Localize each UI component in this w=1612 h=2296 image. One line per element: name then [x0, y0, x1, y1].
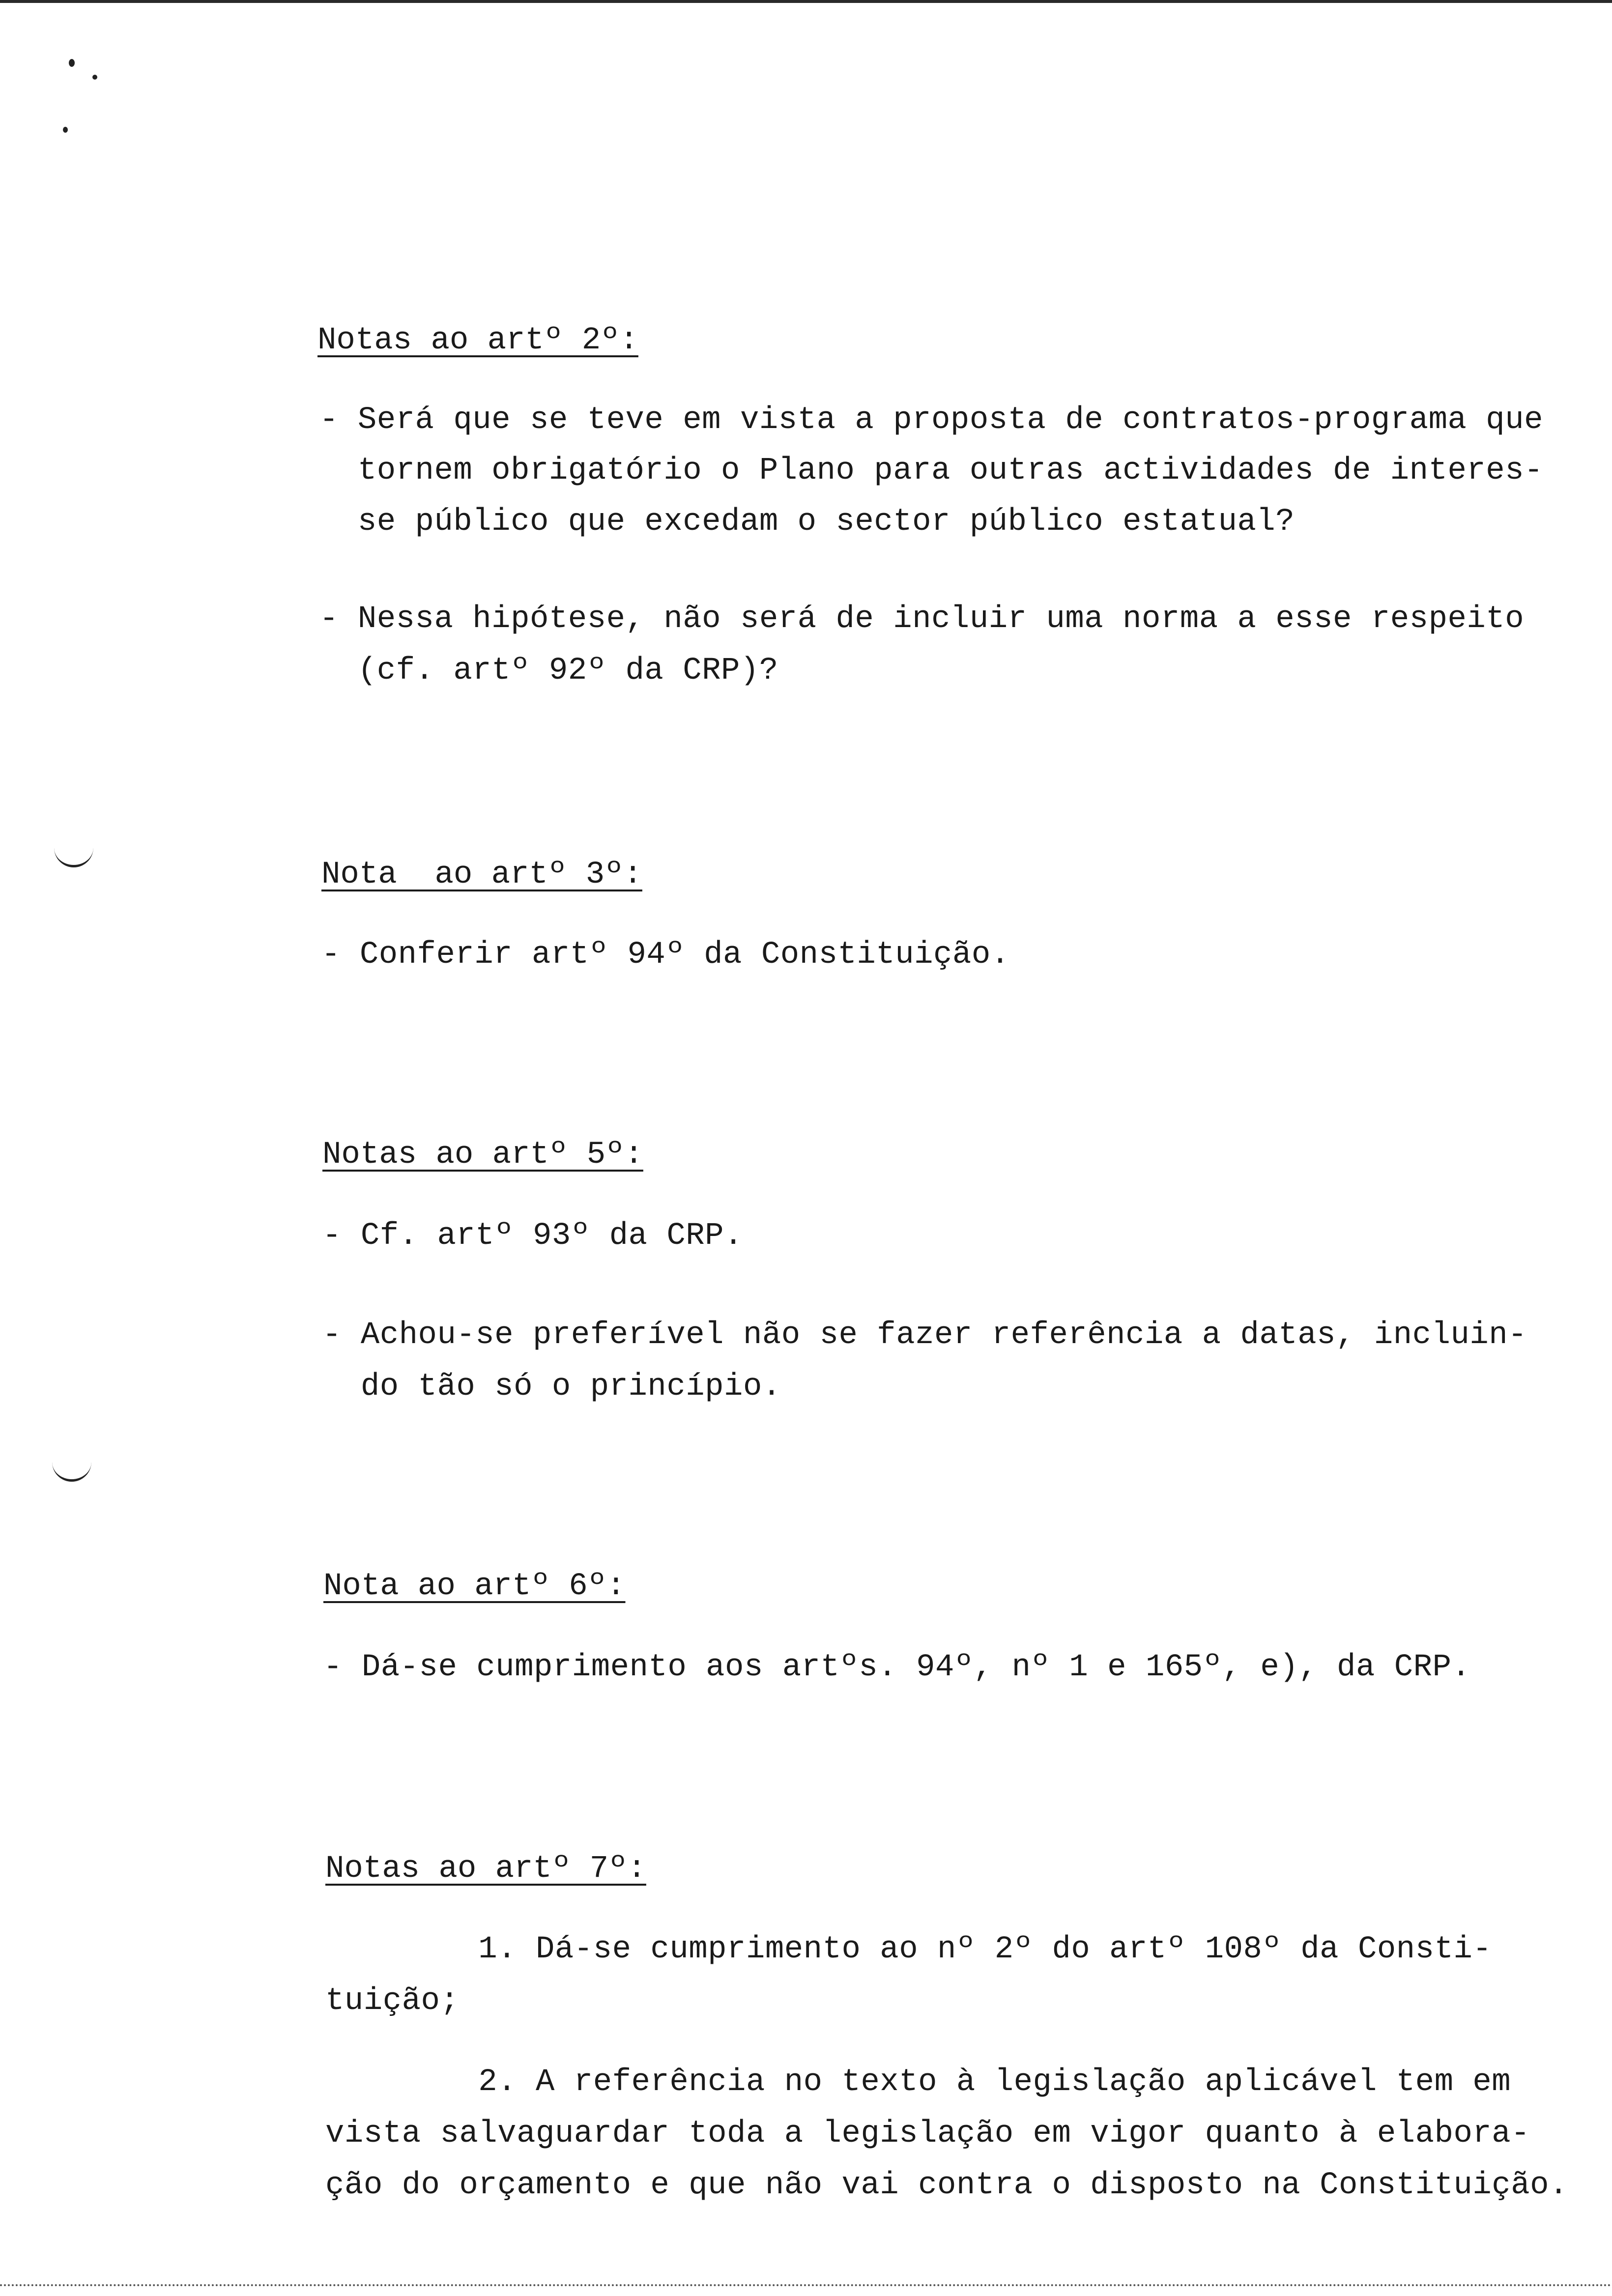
note-line: - Cf. artº 93º da CRP. — [322, 1218, 743, 1254]
note-line: do tão só o princípio. — [322, 1369, 781, 1405]
section-heading: Nota ao artº 6º: — [323, 1569, 626, 1604]
note-line: - Nessa hipótese, não será de incluir uma norma a esse respeito — [319, 602, 1525, 637]
punch-hole-mark — [54, 845, 93, 867]
section-heading: Notas ao artº 5º: — [322, 1137, 643, 1173]
note-line: - Será que se teve em vista a proposta de contratos-programa que — [319, 402, 1543, 438]
punch-hole-mark — [52, 1460, 91, 1482]
note-line: - Dá-se cumprimento aos artºs. 94º, nº 1 e 165º, e), da CRP. — [323, 1650, 1471, 1685]
note-line: tornem obrigatório o Plano para outras actividades de interes- — [319, 453, 1543, 488]
note-line: (cf. artº 92º da CRP)? — [319, 653, 778, 689]
stray-mark — [92, 75, 97, 80]
section-heading: Nota ao artº 3º: — [321, 857, 642, 892]
note-line: tuição; — [325, 1983, 460, 2019]
note-line: vista salvaguardar toda a legislação em vigor quanto à elabora- — [325, 2116, 1530, 2152]
section-heading: Notas ao artº 7º: — [325, 1851, 646, 1887]
note-line: - Achou-se preferível não se fazer referência a datas, incluin- — [322, 1318, 1527, 1353]
note-line: - Conferir artº 94º da Constituição. — [321, 937, 1010, 973]
stray-mark — [63, 127, 68, 133]
stray-mark — [69, 59, 75, 67]
note-line: ção do orçamento e que não vai contra o disposto na Constituição. — [325, 2168, 1568, 2203]
bottom-scan-edge — [0, 2284, 1612, 2288]
note-line: 1. Dá-se cumprimento ao nº 2º do artº 108º da Consti- — [325, 1932, 1492, 1967]
top-edge-rule — [0, 0, 1612, 3]
note-line: 2. A referência no texto à legislação aplicável tem em — [325, 2065, 1511, 2100]
note-line: se público que excedam o sector público estatual? — [319, 504, 1295, 540]
section-heading: Notas ao artº 2º: — [317, 323, 638, 358]
